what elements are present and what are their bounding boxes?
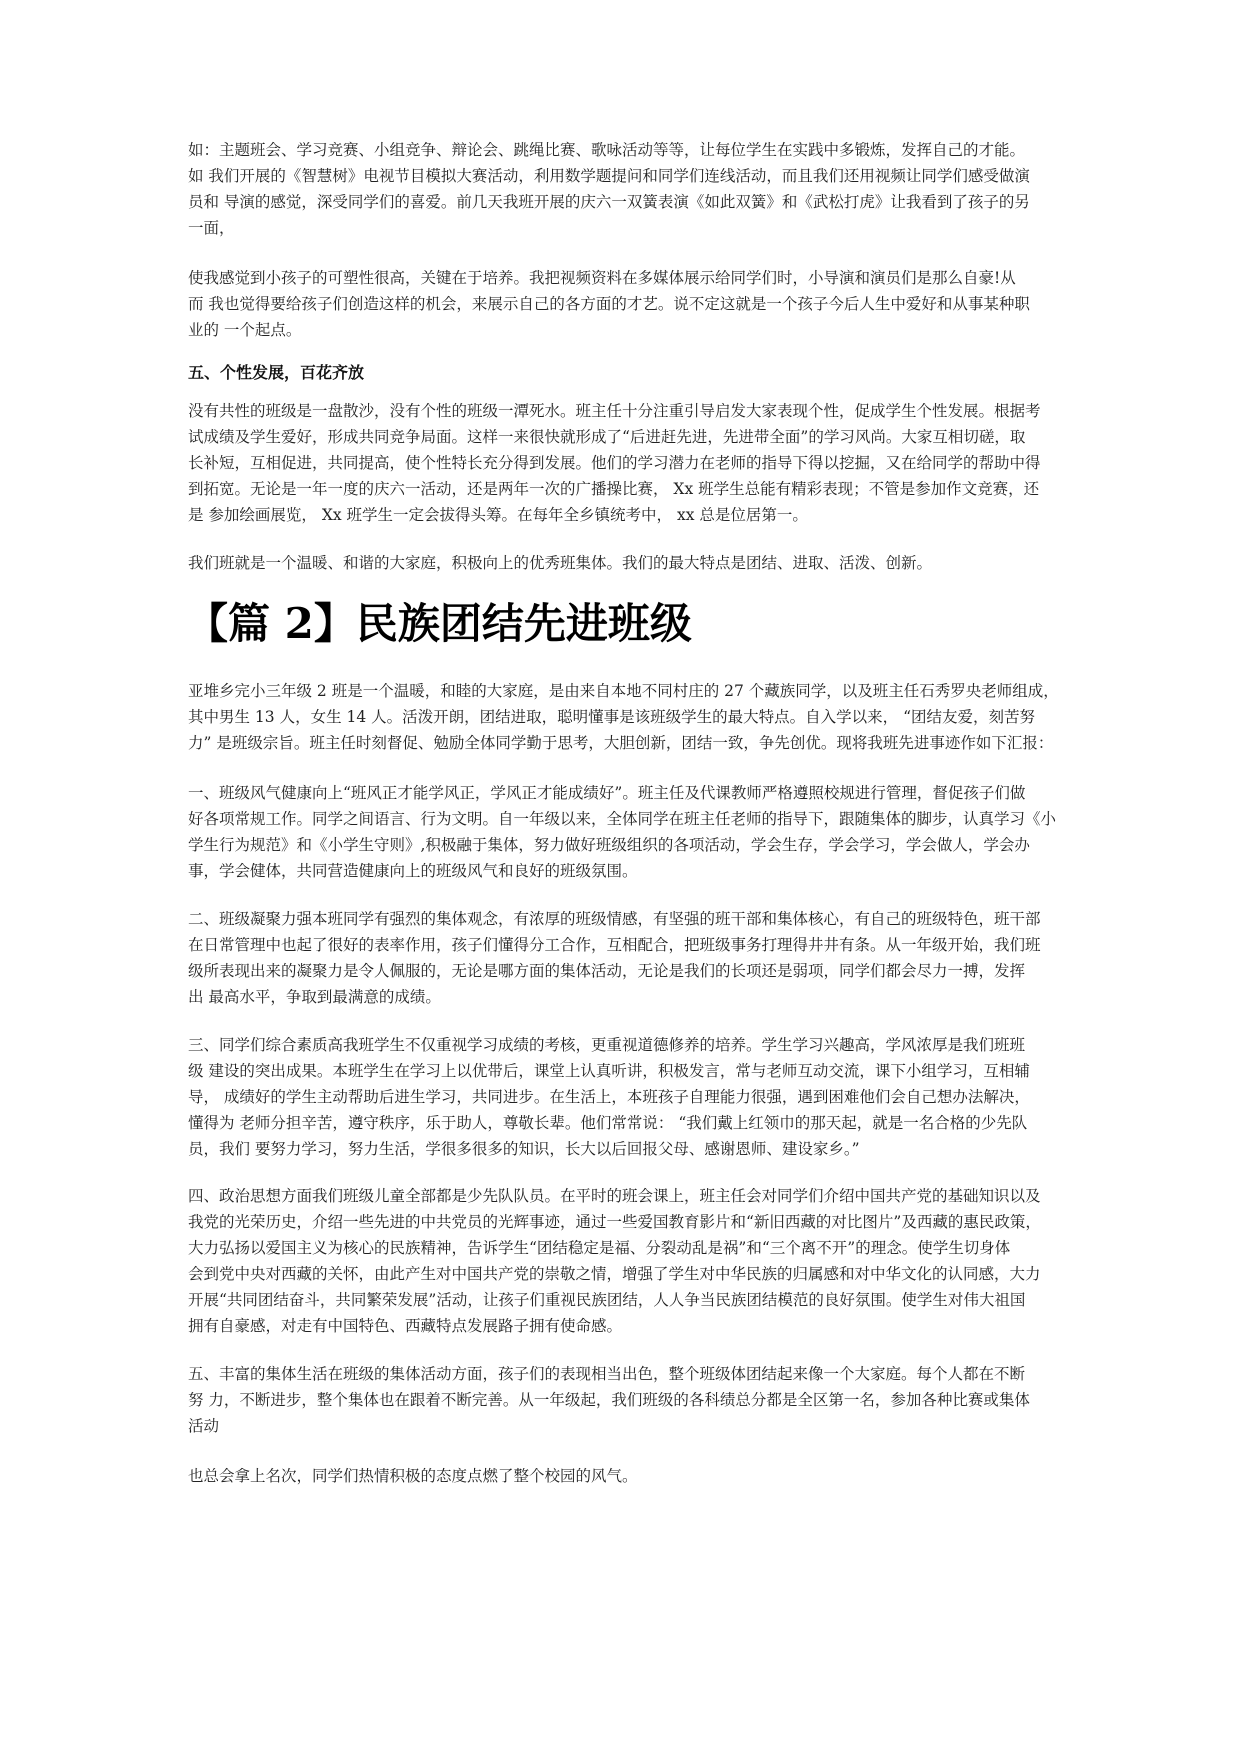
text-line: 试成绩及学生爱好，形成共同竞争局面。这样一来很快就形成了“后进赶先进，先进带全面”的学习风尚。大家互相切磋，取 bbox=[188, 428, 1026, 446]
text-line: 懂得为 老师分担辛苦，遵守秩序，乐于助人，尊敬长辈。他们常常说： “我们戴上红领巾的那天起，就是一名合格的少先队 bbox=[188, 1114, 1028, 1132]
text-line: 四、政治思想方面我们班级儿童全部都是少先队队员。在平时的班会课上，班主任会对同学们介绍中国共产党的基础知识以及 bbox=[188, 1187, 1041, 1205]
text-line: 力” 是班级宗旨。班主任时刻督促、勉励全体同学勤于思考，大胆创新，团结一致，争先创优。现将我班先进事迹作如下汇报： bbox=[188, 734, 1054, 752]
text-line: 也总会拿上名次，同学们热情积极的态度点燃了整个校园的风气。 bbox=[188, 1467, 638, 1485]
text-line: 员和 导演的感觉，深受同学们的喜爱。前几天我班开展的庆六一双簧表演《如此双簧》和《武松打虎》让我看到了孩子的另 bbox=[188, 193, 1030, 211]
text-line: 级 建设的突出成果。本班学生在学习上以优带后，课堂上认真听讲，积极发言，常与老师互动交流，课下小组学习，互相辅 bbox=[188, 1062, 1030, 1080]
text-line: 如 我们开展的《智慧树》电视节目模拟大赛活动，利用数学题提问和同学们连线活动，而且我们还用视频让同学们感受做演 bbox=[188, 167, 1030, 185]
text-line: 在日常管理中也起了很好的表率作用，孩子们懂得分工合作，互相配合，把班级事务打理得井井有条。从一年级开始，我们班 bbox=[188, 936, 1041, 954]
text-line: 如：主题班会、学习竞赛、小组竞争、辩论会、跳绳比赛、歌咏活动等等，让每位学生在实践中多锻炼，发挥自己的才能。 bbox=[188, 141, 1026, 159]
paragraph-class-style bbox=[188, 780, 1068, 884]
text-line: 而 我也觉得要给孩子们创造这样的机会，来展示自己的各方面的才艺。说不定这就是一个孩子今后人生中爱好和从事某种职 bbox=[188, 295, 1030, 313]
text-line: 一面， bbox=[188, 219, 235, 237]
paragraph-quality bbox=[188, 1032, 1068, 1162]
text-line: 三、同学们综合素质高我班学生不仅重视学习成绩的考核，更重视道德修养的培养。学生学习兴趣高，学风浓厚是我们班班 bbox=[188, 1036, 1026, 1054]
text-line: 我党的光荣历史，介绍一些先进的中共党员的光辉事迹，通过一些爱国教育影片和“新旧西藏的对比图片”及西藏的惠民政策， bbox=[188, 1213, 1041, 1231]
text-line: 会到党中央对西藏的关怀，由此产生对中国共产党的崇敬之情，增强了学生对中华民族的归属感和对中华文化的认同感，大力 bbox=[188, 1265, 1041, 1283]
text-line: 长补短，互相促进，共同提高，使个性特长充分得到发展。他们的学习潜力在老师的指导下得以挖掘，又在给同学的帮助中得 bbox=[188, 454, 1041, 472]
text-line: 好各项常规工作。同学之间语言、行为文明。自一年级以来，全体同学在班主任老师的指导下，跟随集体的脚步，认真学习《小 bbox=[188, 810, 1057, 828]
text-line: 努 力，不断进步，整个集体也在跟着不断完善。从一年级起，我们班级的各科绩总分都是全区第一名，参加各种比赛或集体 bbox=[188, 1391, 1030, 1409]
text-line: 五、丰富的集体生活在班级的集体活动方面，孩子们的表现相当出色，整个班级体团结起来像一个大家庭。每个人都在不断 bbox=[188, 1365, 1026, 1383]
paragraph-summary bbox=[188, 550, 1068, 576]
text-line: 其中男生 13 人，女生 14 人。活泼开朗，团结进取，聪明懂事是该班级学生的最大特点。自入学以来， “团结友爱，刻苦努 bbox=[188, 708, 1036, 726]
text-line: 拥有自豪感，对走有中国特色、西藏特点发展路子拥有使命感。 bbox=[188, 1317, 623, 1335]
text-line: 到拓宽。无论是一年一度的庆六一活动，还是两年一次的广播操比赛， Xx 班学生总能有精彩表现；不管是参加作文竞赛，还 bbox=[188, 480, 1040, 498]
paragraph-closing bbox=[188, 1463, 1068, 1489]
text-line: 大力弘扬以爱国主义为核心的民族精神，告诉学生“团结稳定是福、分裂动乱是祸”和“三个离不开”的理念。使学生切身体 bbox=[188, 1239, 1011, 1257]
paragraph-politics bbox=[188, 1183, 1068, 1339]
section-heading-personality: 五、个性发展，百花齐放 bbox=[188, 363, 365, 382]
text-line: 导， 成绩好的学生主动帮助后进生学习，共同进步。在生活上，本班孩子自理能力很强，遇到困难他们会自己想办法解决， bbox=[188, 1088, 1030, 1106]
text-line: 二、班级凝聚力强本班同学有强烈的集体观念，有浓厚的班级情感，有坚强的班干部和集体核心，有自己的班级特色，班干部 bbox=[188, 910, 1041, 928]
text-line: 出 最高水平，争取到最满意的成绩。 bbox=[188, 988, 441, 1006]
text-line: 是 参加绘画展览， Xx 班学生一定会拔得头筹。在每年全乡镇统考中， xx 总是位居第一。 bbox=[188, 506, 808, 524]
text-line: 使我感觉到小孩子的可塑性很高，关键在于培养。我把视频资料在多媒体展示给同学们时，小导演和演员们是那么自豪!从 bbox=[188, 269, 1016, 287]
article-title: 【篇 2】民族团结先进班级 bbox=[186, 599, 692, 648]
text-line: 活动 bbox=[188, 1417, 220, 1435]
text-line: 我们班就是一个温暖、和谐的大家庭，积极向上的优秀班集体。我们的最大特点是团结、进取、活泼、创新。 bbox=[188, 554, 933, 572]
text-line: 级所表现出来的凝聚力是令人佩服的，无论是哪方面的集体活动，无论是我们的长项还是弱项，同学们都会尽力一搏，发挥 bbox=[188, 962, 1026, 980]
text-line: 员，我们 要努力学习，努力生活，学很多很多的知识，长大以后回报父母、感谢恩师、建设家乡。” bbox=[188, 1140, 860, 1158]
text-line: 没有共性的班级是一盘散沙，没有个性的班级一潭死水。班主任十分注重引导启发大家表现个性，促成学生个性发展。根据考 bbox=[188, 402, 1041, 420]
paragraph-plasticity bbox=[188, 265, 1068, 343]
text-line: 一、班级风气健康向上“班风正才能学风正，学风正才能成绩好”。班主任及代课教师严格遵照校规进行管理，督促孩子们做 bbox=[188, 784, 1026, 802]
text-line: 业的 一个起点。 bbox=[188, 321, 302, 339]
paragraph-activities bbox=[188, 137, 1068, 241]
paragraph-cohesion bbox=[188, 906, 1068, 1010]
text-line: 开展“共同团结奋斗，共同繁荣发展”活动，让孩子们重视民族团结，人人争当民族团结模范的良好氛围。使学生对伟大祖国 bbox=[188, 1291, 1026, 1309]
paragraph-collective-life bbox=[188, 1361, 1068, 1439]
text-line: 亚堆乡完小三年级 2 班是一个温暖，和睦的大家庭，是由来自本地不同村庄的 27 个藏族同学，以及班主任石秀罗央老师组成， bbox=[188, 682, 1059, 700]
paragraph-intro bbox=[188, 678, 1068, 756]
paragraph-individuality bbox=[188, 398, 1068, 528]
text-line: 事，学会健体，共同营造健康向上的班级风气和良好的班级氛围。 bbox=[188, 862, 638, 880]
text-line: 学生行为规范》和《小学生守则》,积极融于集体，努力做好班级组织的各项活动，学会生存，学会学习，学会做人，学会办 bbox=[188, 836, 1030, 854]
